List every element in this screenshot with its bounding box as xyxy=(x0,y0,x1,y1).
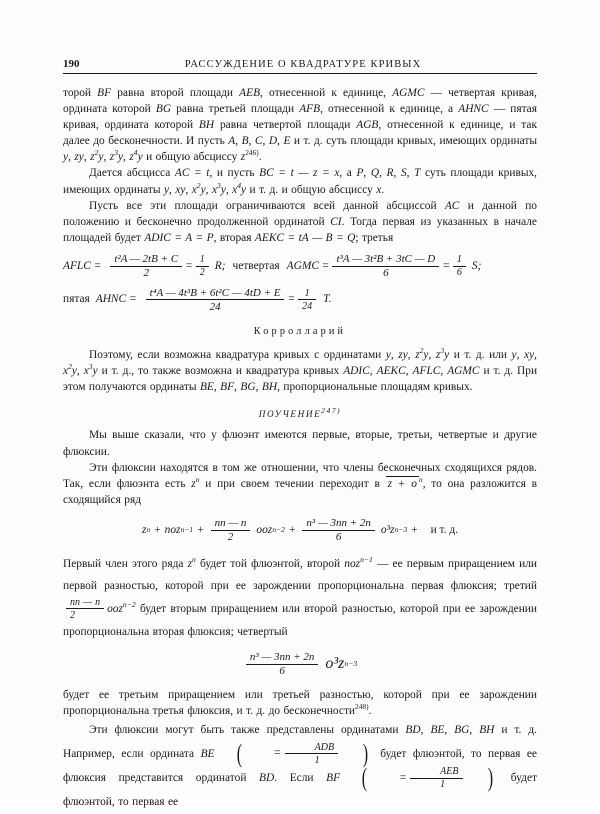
equals-sign: = xyxy=(442,259,450,272)
exponent: 2 xyxy=(419,346,424,356)
math-italic: y xyxy=(71,365,77,378)
math-italic: ADIC = A = P xyxy=(144,231,214,244)
result-R: R; xyxy=(214,259,226,272)
fraction-denominator: 24 xyxy=(298,299,316,312)
text-run: , xyxy=(516,349,525,362)
fraction-second-coefficient xyxy=(211,517,251,544)
math-italic: BF xyxy=(97,87,112,99)
math-italic: T xyxy=(414,167,421,180)
text-run: Поэтому, если возможна квадратура кривых с ординатами xyxy=(89,349,386,362)
fraction-numerator: t²A — 2tB + C xyxy=(114,252,179,265)
text-run: будет вторым приращением или второй разностью, которой при ее зарождении пропорциональна вторая флюксия; четвертый xyxy=(63,602,537,638)
math-italic: y xyxy=(241,183,247,196)
math-italic: BD xyxy=(259,771,275,784)
left-paren-glyph: ( xyxy=(236,738,242,768)
math-italic: AC xyxy=(444,199,460,212)
math-italic: BE xyxy=(430,723,445,736)
text-run: , xyxy=(407,349,416,362)
exponent: n−1 xyxy=(360,554,373,564)
math-italic: AFB xyxy=(299,103,321,116)
math-italic: y xyxy=(200,183,206,196)
text-run: , xyxy=(444,723,455,736)
math-italic: z xyxy=(415,349,420,362)
text-run: — четвертая кривая, ордината которой xyxy=(63,87,537,116)
text-run: , xyxy=(234,381,241,394)
equals-sign: = xyxy=(287,293,296,306)
exponent: 3 xyxy=(114,148,118,158)
exponent: 4 xyxy=(237,180,242,190)
fraction-numerator: ADB xyxy=(314,741,335,753)
plus-sign: + xyxy=(154,524,161,537)
text-run: равна второй площади xyxy=(111,87,240,99)
paragraph-1 xyxy=(63,85,537,165)
math-italic: R xyxy=(386,167,394,180)
plus-sign: + xyxy=(197,524,204,537)
exponent: 3 xyxy=(440,346,445,356)
fraction-numerator: nn — n xyxy=(214,516,247,529)
equation-label-AHNC: AHNC = xyxy=(95,293,137,306)
math-italic: CI xyxy=(330,215,342,228)
fraction-denominator: 2 xyxy=(110,266,182,280)
footnote-marker-247: 247) xyxy=(321,406,342,416)
math-italic: x xyxy=(191,183,197,196)
term-2: noz xyxy=(164,524,181,537)
fraction-denominator: 24 xyxy=(146,299,285,313)
math-italic: AGMC xyxy=(447,365,480,378)
fraction-denominator: 2 xyxy=(66,608,104,621)
text-run: , xyxy=(369,365,377,378)
footnote-marker-248: 248) xyxy=(355,701,369,711)
fraction-denominator: 6 xyxy=(453,266,466,279)
text-run: , xyxy=(393,167,401,180)
math-italic: BE xyxy=(200,747,215,760)
result-T: T. xyxy=(323,293,332,306)
exponent: 2 xyxy=(68,362,72,372)
exponent: 4 xyxy=(133,148,138,158)
math-italic: ooz xyxy=(107,602,123,615)
text-run: , xyxy=(169,183,176,196)
parenthesized-fraction-ADB: ( = $\frac{\text{ADB}}{1}$ ) xyxy=(215,742,374,766)
text-run: и т. д. суть площади кривых, имеющих ординаты xyxy=(290,135,537,148)
math-italic: y xyxy=(220,183,226,196)
text-run: Мы выше сказали, что у флюэнт имеются первые, вторые, третьи, четвертые и другие флюксии. xyxy=(63,429,537,458)
text-run: — ее первым приращением или первой разностью, которой при ее зарождении пропорциональна первая флюксия; третий xyxy=(63,557,537,592)
text-run: , xyxy=(406,167,415,180)
math-italic: B xyxy=(241,135,249,148)
text-run: Пусть все эти площади ограничиваются всей данной абсциссой xyxy=(89,199,445,212)
equals-sign: = xyxy=(185,259,193,272)
term-tail: o³z xyxy=(325,655,345,673)
result-S: S; xyxy=(471,259,482,272)
math-italic: A xyxy=(228,135,236,148)
math-italic: zy xyxy=(74,151,84,164)
paragraph-scholium-4 xyxy=(63,687,537,719)
exponent: n−2 xyxy=(122,599,136,609)
label-fifth: пятая xyxy=(63,293,90,306)
text-run: Эти флюксии находятся в том же отношении, что члены бесконечных сходящихся рядов. Так, если флюэнта есть xyxy=(63,461,537,490)
text-run: торой xyxy=(63,87,98,99)
fraction-denominator: 6 xyxy=(246,664,319,678)
fraction-numerator: 1 xyxy=(199,254,205,266)
running-head xyxy=(63,58,537,70)
math-italic: BG xyxy=(454,723,470,736)
math-italic: x xyxy=(376,183,382,196)
text-run: , а xyxy=(339,167,357,180)
parenthesized-fraction-AEB: ( = $\frac{\text{AEB}}{1}$ ) xyxy=(340,766,498,790)
text-run: , xyxy=(390,349,399,362)
math-italic: y xyxy=(63,151,69,164)
text-run: Первый член этого ряда xyxy=(63,557,188,570)
math-italic: z xyxy=(240,151,246,164)
fraction-denominator: 6 xyxy=(332,266,439,280)
plus-sign: + xyxy=(288,524,296,537)
text-run: , xyxy=(469,723,480,736)
fraction-denominator: 1 xyxy=(410,778,462,791)
text-run: , xyxy=(248,135,255,148)
fraction-half xyxy=(196,254,209,278)
text-run: , xyxy=(76,365,84,378)
text-run: и при своем течении переходит в xyxy=(199,477,386,490)
exponent: n xyxy=(192,554,196,564)
equation-label-AGMC: AGMC = xyxy=(286,259,330,272)
text-run: , отнесенной к единице, xyxy=(260,87,393,99)
text-run: , и пусть xyxy=(209,167,260,180)
fraction-ADB xyxy=(285,742,338,766)
text-run: , вторая xyxy=(213,231,255,244)
fraction-inline-nn-n xyxy=(66,597,104,621)
fraction-numerator: n³ — 3nn + 2n xyxy=(306,516,371,529)
fraction-twentyfourth xyxy=(298,288,316,312)
math-italic: y xyxy=(163,183,170,196)
fraction-numerator: nn — n xyxy=(70,596,101,608)
math-italic: AEKC xyxy=(376,365,406,378)
math-italic: xy xyxy=(524,349,535,362)
text-run: , xyxy=(405,365,413,378)
exponent: n xyxy=(418,474,423,484)
text-run: , xyxy=(83,151,91,164)
paragraph-scholium-3 xyxy=(63,553,537,643)
text-run: , xyxy=(420,723,431,736)
math-italic: z xyxy=(109,151,115,164)
heading-scholium-label: ПОУЧЕНИЕ xyxy=(258,409,322,420)
math-italic: AGMC xyxy=(392,87,425,99)
text-run: , то она разложится в сходящийся ряд xyxy=(63,477,538,506)
equation-row-AFLC-AGMC xyxy=(63,253,537,280)
left-paren-glyph: ( xyxy=(361,763,368,793)
paragraph-scholium-5 xyxy=(63,719,537,814)
math-italic: x xyxy=(232,183,238,196)
text-run: и т. д., то также возможна и квадратура кривых xyxy=(97,365,344,378)
overline-z-plus-o: z + o xyxy=(387,477,417,490)
exponent: 2 xyxy=(94,148,99,158)
math-italic: Q xyxy=(370,167,380,180)
exponent: 3 xyxy=(88,362,93,372)
text-run: , xyxy=(255,381,262,394)
math-italic: y xyxy=(92,365,98,378)
text-run: , xyxy=(262,135,269,148)
equation-label-AFLC: AFLC = xyxy=(63,259,102,272)
fraction-numerator: AEB xyxy=(440,766,459,778)
math-italic: BG xyxy=(240,381,256,394)
math-italic: D xyxy=(268,135,278,148)
math-italic: AEB xyxy=(239,87,261,99)
header-rule xyxy=(63,73,537,74)
math-italic: z xyxy=(129,151,134,164)
text-run: будет той флюэнтой, второй xyxy=(195,557,345,570)
math-italic: BF xyxy=(220,381,235,394)
math-italic: BE xyxy=(199,381,214,394)
text-run: . xyxy=(381,183,385,196)
math-italic: AFLC xyxy=(412,365,441,378)
fraction-denominator: 2 xyxy=(196,266,209,279)
text-run: и т. д. или xyxy=(449,349,512,362)
text-run: , xyxy=(225,183,233,196)
text-run: равна четвертой площади xyxy=(214,119,357,132)
text-run: и т. д. и общую абсциссу xyxy=(246,183,377,196)
heading-scholium xyxy=(63,406,537,420)
text-run: , xyxy=(428,349,436,362)
fraction-AEB xyxy=(410,766,462,790)
text-run: , xyxy=(205,183,212,196)
right-paren-glyph: ) xyxy=(362,738,369,768)
math-italic: AEKC = tA — B = Q xyxy=(254,231,356,244)
math-italic: y xyxy=(385,349,391,362)
fraction-numerator: t³A — 3t²B + 3tC — D xyxy=(336,252,436,265)
fraction-AFLC xyxy=(110,253,182,280)
text-run: , отнесенной к единице, а xyxy=(320,103,459,116)
math-italic: z xyxy=(187,557,193,570)
math-italic: S xyxy=(400,167,407,180)
math-italic: y xyxy=(98,151,104,164)
math-italic: BH xyxy=(479,723,495,736)
math-italic: xy xyxy=(175,183,186,196)
text-run: , xyxy=(185,183,192,196)
series-ellipsis-text: и т. д. xyxy=(430,524,459,537)
math-italic: BC = t — z = x xyxy=(259,167,340,180)
term-4: o³z xyxy=(380,524,395,537)
paragraph-scholium-1 xyxy=(63,427,537,459)
math-italic: y xyxy=(511,349,517,362)
text-run: , xyxy=(379,167,387,180)
paragraph-scholium-2 xyxy=(63,460,537,508)
text-run: и общую абсциссу xyxy=(142,151,241,164)
math-italic: y xyxy=(137,151,143,164)
text-run: , xyxy=(277,135,284,148)
fraction-numerator: t⁴A — 4t³B + 6t²C — 4tD + E xyxy=(149,286,281,299)
math-italic: AHNC xyxy=(458,103,489,116)
fraction-denominator: 6 xyxy=(302,530,375,544)
math-italic: AGB xyxy=(356,119,379,132)
math-italic: z xyxy=(90,151,95,164)
text-run: , xyxy=(534,349,537,362)
paragraph-2 xyxy=(63,165,537,197)
fraction-AGMC xyxy=(332,253,439,280)
fraction-fourth-coefficient xyxy=(246,651,319,678)
right-paren-glyph: ) xyxy=(487,763,493,793)
math-italic: BF xyxy=(326,771,341,784)
text-run: , xyxy=(363,167,371,180)
text-run: , xyxy=(440,365,448,378)
math-italic: AC = t xyxy=(174,167,210,180)
text-run: Эти флюксии могут быть также представлены ординатами xyxy=(89,723,406,736)
math-italic: BH xyxy=(261,381,278,394)
math-italic: E xyxy=(283,135,291,148)
paragraph-3 xyxy=(63,198,537,246)
math-italic: P xyxy=(356,167,364,180)
page-content xyxy=(63,58,537,814)
text-run: . Если xyxy=(274,771,327,784)
exponent: 2 xyxy=(196,180,201,190)
display-fraction-fourth-term: $\frac{\text{n³ — 3nn + 2n}}{6}$ o³z n−3 xyxy=(63,651,537,678)
math-italic: y xyxy=(423,349,429,362)
math-italic: C xyxy=(254,135,263,148)
math-italic: x xyxy=(211,183,218,196)
math-italic: BD xyxy=(405,723,421,736)
term-3: ooz xyxy=(256,524,273,537)
math-italic: y xyxy=(444,349,450,362)
fraction-AHNC xyxy=(146,287,285,314)
text-run: равна третьей площади xyxy=(171,103,300,116)
fraction-denominator: 1 xyxy=(285,753,338,766)
text-run: и т. д. Например, если ордината xyxy=(63,723,538,760)
math-italic: x xyxy=(83,365,89,378)
display-series: z n + noz n−1 + $\frac{nn — n}{2}$ ooz n−2 + $\frac{\text{n³ — 3nn + 2n}}{6}$ o³z n−3 + и т. д. xyxy=(141,516,459,544)
text-run: , отнесенной к единице, и так далее до бесконечности. И пусть xyxy=(63,119,537,148)
text-run: , xyxy=(123,151,130,164)
text-run: и т. д. При этом получаются ординаты xyxy=(63,365,538,394)
exponent: n xyxy=(195,474,200,484)
term-1: z xyxy=(141,524,147,537)
fraction-numerator: n³ — 3nn + 2n xyxy=(249,650,315,663)
text-run: , xyxy=(235,135,242,148)
math-italic: BH xyxy=(198,119,215,132)
math-italic: zy xyxy=(398,349,408,362)
text-run: ; третья xyxy=(355,231,394,244)
text-run: . xyxy=(258,151,262,164)
equation-row-AHNC xyxy=(63,287,537,314)
fraction-numerator: 1 xyxy=(456,254,462,266)
math-italic: ADIC xyxy=(343,365,370,378)
math-italic: z xyxy=(191,477,196,490)
fraction-sixth xyxy=(453,254,466,278)
text-run: , xyxy=(213,381,221,394)
text-run: — пятая кривая, ордината которой xyxy=(63,103,537,132)
text-run: будет флюэнтой, то первая ее xyxy=(63,771,537,808)
text-run: , xyxy=(103,151,110,164)
math-italic: y xyxy=(117,151,124,164)
math-italic: z xyxy=(435,349,441,362)
math-italic: noz xyxy=(344,557,361,570)
text-run: Дается абсцисса xyxy=(89,167,175,180)
text-run: . Тогда первая из указанных в начале площадей будет xyxy=(63,215,537,244)
footnote-marker-246: 246) xyxy=(245,148,259,158)
fraction-third-coefficient xyxy=(302,517,375,544)
text-run: , xyxy=(68,151,75,164)
exponent: 3 xyxy=(217,180,221,190)
paragraph-corollary xyxy=(63,347,537,395)
text-run: , пропорциональные площадям кривых. xyxy=(277,381,473,394)
text-run: суть площади кривых, имеющих ординаты xyxy=(63,167,538,196)
label-fourth: четвертая xyxy=(232,259,280,272)
fraction-numerator: 1 xyxy=(304,287,310,299)
running-title: РАССУЖДЕНИЕ О КВАДРАТУРЕ КРИВЫХ xyxy=(184,59,422,70)
fraction-denominator: 2 xyxy=(211,530,251,544)
heading-corollary: Корролларий xyxy=(253,326,347,338)
text-run: и данной по положению и бесконечно продолженной ординатой xyxy=(63,199,537,228)
math-italic: x xyxy=(63,365,69,378)
plus-sign: + xyxy=(411,524,418,537)
text-run: будет флюэнтой, то первая ее флюксия представится ординатой xyxy=(63,747,537,784)
text-run: будет ее третьим приращением или третьей разностью, которой при ее зарождении пропорциональна третья флюксия, и т. д. до бесконечности xyxy=(63,688,537,717)
text-run: . xyxy=(368,704,372,717)
math-italic: BG xyxy=(155,103,172,116)
page-number: 190 xyxy=(63,58,80,70)
